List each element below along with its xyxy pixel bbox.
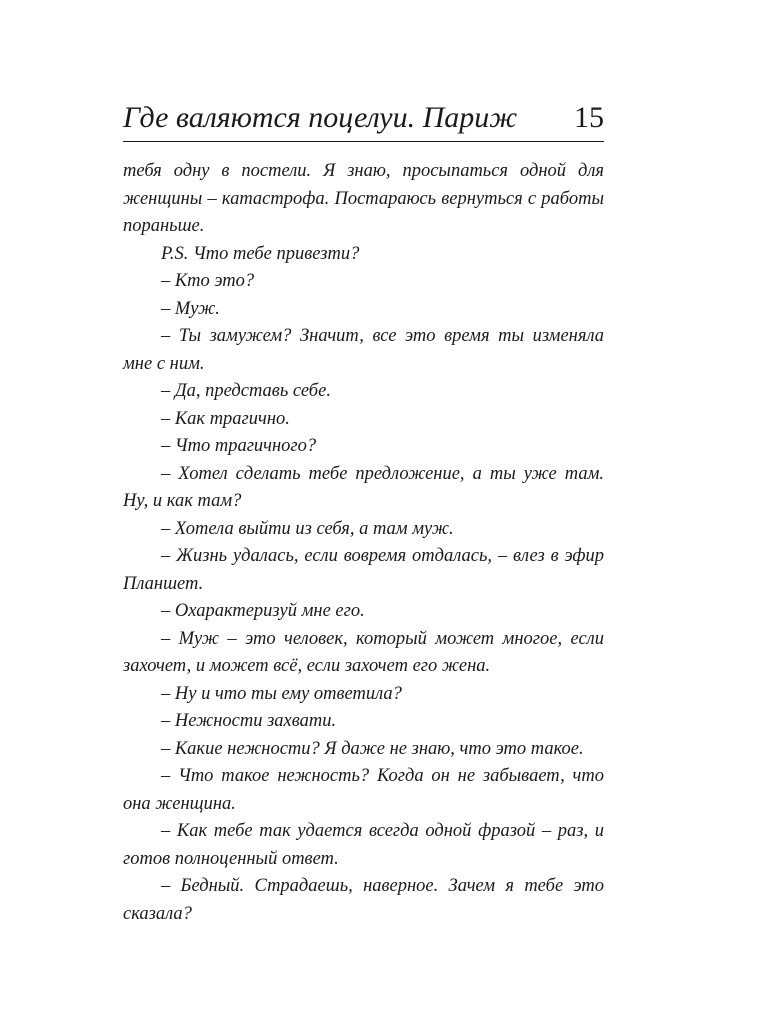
dialogue-line: – Что такое нежность? Когда он не забывает, что она женщина. bbox=[123, 766, 604, 814]
dialogue-line: – Нежности захвати. bbox=[161, 711, 337, 731]
dialogue-line: – Жизнь удалась, если вовремя отдалась, – влез в эфир Планшет. bbox=[123, 546, 604, 594]
running-header bbox=[123, 98, 604, 138]
page-number: 15 bbox=[574, 101, 604, 134]
dialogue-line: – Что трагичного? bbox=[161, 436, 317, 456]
dialogue-line: – Муж – это человек, который может многое, если захочет, и может всё, если захочет его жена. bbox=[123, 628, 604, 676]
dialogue-line: – Муж. bbox=[161, 298, 220, 319]
body-text bbox=[123, 158, 604, 928]
dialogue-line: – Ну и что ты ему ответила? bbox=[161, 683, 402, 704]
paragraph-continuation: тебя одну в постели. Я знаю, просыпаться одной для женщины – катастрофа. Постараюсь вернуться с работы пораньше. bbox=[123, 161, 604, 236]
dialogue-line: – Кто это? bbox=[161, 271, 255, 291]
paragraph: P.S. Что тебе привезти? bbox=[161, 243, 360, 264]
running-title: Где валяются поцелуи. Париж bbox=[123, 101, 518, 134]
dialogue-line: – Как трагично. bbox=[161, 408, 290, 429]
dialogue-line: – Хотела выйти из себя, а там муж. bbox=[161, 518, 454, 539]
dialogue-line: – Хотел сделать тебе предложение, а ты уже там. Ну, и как там? bbox=[123, 463, 604, 511]
header-divider bbox=[123, 141, 604, 142]
dialogue-line: – Ты замужем? Значит, все это время ты изменяла мне с ним. bbox=[123, 326, 604, 374]
dialogue-line: – Да, представь себе. bbox=[161, 381, 331, 401]
dialogue-line: – Какие нежности? Я даже не знаю, что это такое. bbox=[161, 738, 584, 759]
dialogue-line: – Как тебе так удается всегда одной фразой – раз, и готов полноценный ответ. bbox=[123, 821, 604, 869]
dialogue-line: – Охарактеризуй мне его. bbox=[161, 601, 365, 621]
dialogue-line: – Бедный. Страдаешь, наверное. Зачем я тебе это сказала? bbox=[123, 876, 604, 924]
